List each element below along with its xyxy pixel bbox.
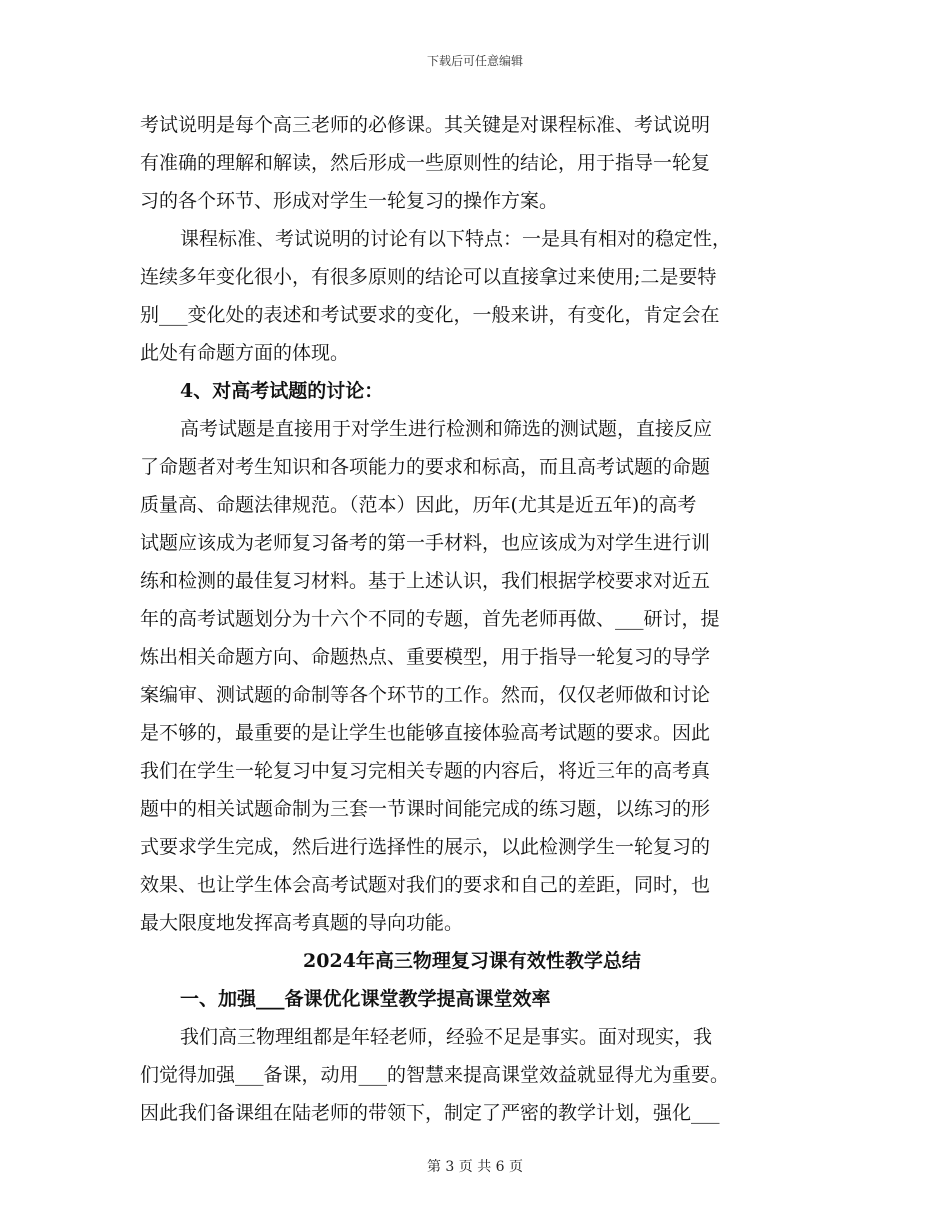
page-header: 下载后可任意编辑: [426, 54, 523, 68]
paragraph-line: 质量高、命题法律规范。（范本）因此，历年(尤其是近五年)的高考: [140, 494, 697, 516]
section-heading: 4、对高考试题的讨论：: [180, 380, 384, 402]
paragraph-line: 我们在学生一轮复习中复习完相关专题的内容后，将近三年的高考真: [140, 760, 711, 782]
paragraph-line: 连续多年变化很小，有很多原则的结论可以直接拿过来使用;二是要特: [140, 266, 717, 288]
paragraph-line: 题中的相关试题命制为三套一节课时间能完成的练习题，以练习的形: [140, 798, 711, 820]
paragraph-line: 了命题者对考生知识和各项能力的要求和标高，而且高考试题的命题: [140, 456, 711, 478]
paragraph-line: 效果、也让学生体会高考试题对我们的要求和自己的差距，同时，也: [140, 874, 711, 896]
paragraph-line: 是不够的，最重要的是让学生也能够直接体验高考试题的要求。因此: [140, 722, 711, 744]
paragraph-line: 试题应该成为老师复习备考的第一手材料，也应该成为对学生进行训: [140, 532, 711, 554]
paragraph-line: 年的高考试题划分为十六个不同的专题，首先老师再做、___研讨，提: [140, 608, 720, 630]
paragraph-line: 我们高三物理组都是年轻老师，经验不足是事实。面对现实，我: [180, 1026, 713, 1048]
paragraph-line: 式要求学生完成，然后进行选择性的展示，以此检测学生一轮复习的: [140, 836, 711, 858]
paragraph-line: 高考试题是直接用于对学生进行检测和筛选的测试题，直接反应: [180, 418, 713, 440]
document-body: [140, 106, 804, 1132]
paragraph-line: 案编审、测试题的命制等各个环节的工作。然而，仅仅老师做和讨论: [140, 684, 711, 706]
paragraph-line: 课程标准、考试说明的讨论有以下特点：一是具有相对的稳定性，: [180, 228, 732, 250]
paragraph-line: 炼出相关命题方向、命题热点、重要模型，用于指导一轮复习的导学: [140, 646, 711, 668]
page-footer: 第 3 页 共 6 页: [426, 1159, 524, 1175]
section-heading: 一、加强___备课优化课堂教学提高课堂效率: [180, 988, 551, 1010]
paragraph-line: 考试说明是每个高三老师的必修课。其关键是对课程标准、考试说明: [140, 114, 711, 136]
paragraph-line: 因此我们备课组在陆老师的带领下，制定了严密的教学计划，强化___: [140, 1102, 720, 1124]
paragraph-line: 有准确的理解和解读，然后形成一些原则性的结论，用于指导一轮复: [140, 152, 711, 174]
paragraph-line: 们觉得加强___备课，动用___的智慧来提高课堂效益就显得尤为重要。: [140, 1064, 730, 1086]
paragraph-line: 最大限度地发挥高考真题的导向功能。: [140, 912, 464, 934]
paragraph-line: 练和检测的最佳复习材料。基于上述认识，我们根据学校要求对近五: [140, 570, 711, 592]
paragraph-line: 别___变化处的表述和考试要求的变化，一般来讲，有变化，肯定会在: [140, 304, 720, 326]
paragraph-line: 习的各个环节、形成对学生一轮复习的操作方案。: [140, 190, 559, 212]
paragraph-line: 此处有命题方面的体现。: [140, 342, 350, 364]
document-title: 2024年高三物理复习课有效性教学总结: [303, 950, 641, 972]
